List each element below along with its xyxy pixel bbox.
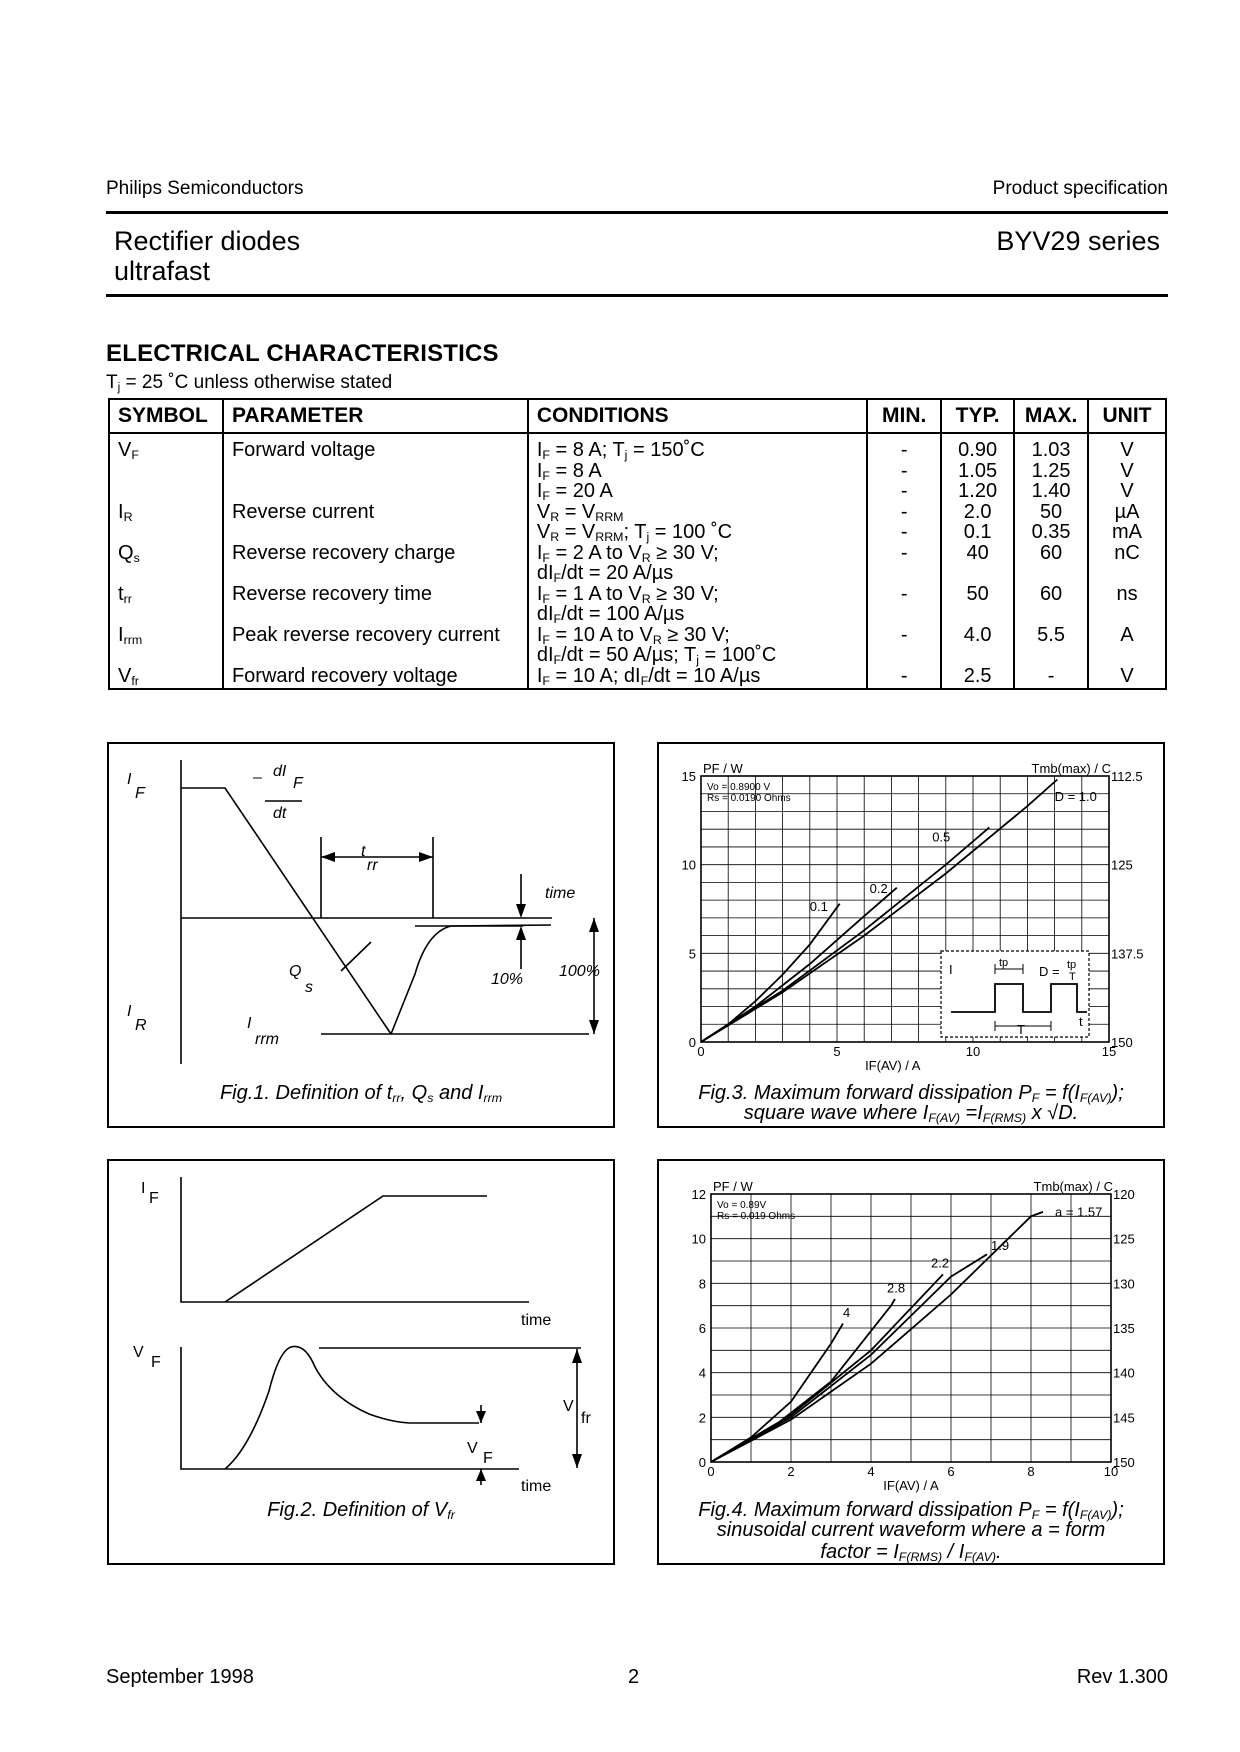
cell-max: 60 [1014, 584, 1088, 625]
fig2-box [107, 1159, 615, 1565]
fig2-if-i: I [141, 1180, 146, 1197]
fig3-inset-frac-bot: T [1069, 971, 1076, 983]
fig3-note: Rs = 0.0190 Ohms [707, 793, 791, 804]
cell-parameter: Reverse recovery time [223, 584, 528, 625]
cell-unit: V [1088, 666, 1166, 690]
footer-revision: Rev 1.300 [1076, 1666, 1168, 1688]
cell-symbol: $V_F$ [109, 433, 223, 502]
fig4-series-label: 1.9 [991, 1237, 1010, 1253]
header-rule-bottom [106, 294, 1168, 297]
fig1-didt-f: F [293, 775, 303, 792]
fig2-vf2-v: V [467, 1440, 478, 1457]
fig4-y2tick: 125 [1113, 1231, 1135, 1247]
fig3-y2tick: 150 [1111, 1035, 1133, 1050]
cell-typ: 50 [941, 584, 1014, 625]
fig1-if-f: F [135, 785, 145, 802]
fig4-ytick: 12 [691, 1187, 706, 1202]
cell-symbol: $V_{fr}$ [109, 666, 223, 690]
fig3-series-label: 0.5 [932, 829, 951, 845]
fig4-series-label: a = 1.57 [1055, 1204, 1103, 1220]
fig2-time2: time [521, 1478, 552, 1495]
fig1-caption: Fig.1. Definition of $t_{rr}$, $Q_s$ and $I_{rrm}$ [219, 1082, 503, 1105]
fig4-ytick: 8 [698, 1276, 706, 1292]
cell-min: - - - [867, 433, 941, 502]
fig3-chart [659, 744, 1163, 1126]
table-header-conditions: CONDITIONS [528, 399, 867, 433]
cell-max: 50 0.35 [1014, 502, 1088, 543]
fig3-xtick: 5 [833, 1044, 841, 1059]
table-row [109, 543, 1166, 584]
fig1-didt-di: dI [273, 763, 287, 780]
fig4-box [657, 1159, 1165, 1565]
cell-parameter: Peak reverse recovery current [223, 625, 528, 666]
cell-max: 60 [1014, 543, 1088, 584]
cell-typ: 40 [941, 543, 1014, 584]
fig4-y2tick: 120 [1113, 1187, 1135, 1202]
fig3-y2label: Tmb(max) / C [1031, 761, 1111, 776]
fig3-y2tick: 125 [1111, 857, 1133, 873]
fig3-ytick: 10 [681, 857, 696, 873]
fig2-vf-f: F [151, 1354, 161, 1371]
fig3-xtick: 10 [965, 1044, 981, 1059]
section-title: ELECTRICAL CHARACTERISTICS [106, 340, 499, 367]
fig4-ytick: 10 [691, 1231, 706, 1247]
fig1-didt-minus: – [253, 769, 262, 786]
fig4-series-2.2 [711, 1274, 943, 1462]
fig3-ytick: 15 [681, 769, 696, 784]
cell-parameter: Forward voltage [223, 433, 528, 502]
fig2-time1: time [521, 1312, 552, 1329]
fig4-caption-line3: factor = $I_{F(RMS)} / I_{F(AV)}$. [820, 1541, 1002, 1564]
fig1-if-i: I [127, 771, 132, 788]
table-row [109, 666, 1166, 690]
fig3-series-label: 0.1 [809, 898, 828, 914]
fig3-inset [941, 951, 1089, 1037]
cell-unit: ns [1088, 584, 1166, 625]
table-header-unit: UNIT [1088, 399, 1166, 433]
fig3-y2tick: 137.5 [1111, 946, 1144, 962]
fig2-if-f: F [149, 1190, 159, 1207]
fig4-series-label: 2.8 [887, 1280, 906, 1296]
fig4-note: Rs = 0.019 Ohms [717, 1211, 796, 1222]
fig4-xtick: 8 [1027, 1464, 1035, 1479]
fig4-y2tick: 145 [1113, 1410, 1135, 1426]
fig1-irrm-rrm: rrm [255, 1031, 279, 1048]
fig3-xtick: 15 [1101, 1044, 1117, 1059]
cell-symbol: $I_R$ [109, 502, 223, 543]
fig1-qs-q: Q [289, 963, 302, 980]
fig2-current-ramp [225, 1196, 487, 1302]
table-row [109, 584, 1166, 625]
cell-conditions: $I_F = 8$ A; $T_j$ = 150˚C $I_F = 8$ A $I_F = 20$ A [528, 433, 867, 502]
cell-parameter: Forward recovery voltage [223, 666, 528, 690]
fig4-xtick: 10 [1103, 1464, 1119, 1479]
fig2-voltage-curve [225, 1346, 479, 1469]
fig1-qs-leader [341, 942, 371, 971]
fig4-caption-line1: Fig.4. Maximum forward dissipation $P_F = f(I_{F(AV)})$; [698, 1499, 1124, 1522]
table-header-max: MAX. [1014, 399, 1088, 433]
fig1-trr-rr: rr [367, 857, 378, 874]
cell-unit: µA mA [1088, 502, 1166, 543]
fig3-caption-line1: Fig.3. Maximum forward dissipation $P_F = f(I_{F(AV)})$; [698, 1082, 1124, 1105]
fig3-inset-i: I [949, 962, 953, 977]
fig4-ytick: 2 [698, 1410, 706, 1426]
cell-typ: 0.90 1.05 1.20 [941, 433, 1014, 502]
fig3-inset-period: T [1017, 1022, 1025, 1037]
fig1-ir-i: I [127, 1003, 132, 1020]
table-header-min: MIN. [867, 399, 941, 433]
fig4-xtick: 4 [867, 1464, 875, 1479]
fig4-y2label: Tmb(max) / C [1033, 1179, 1113, 1194]
fig4-y2tick: 150 [1113, 1455, 1135, 1470]
fig3-ytick: 5 [688, 946, 696, 962]
fig3-xlabel: IF(AV) / A [865, 1058, 921, 1073]
cell-parameter: Reverse current [223, 502, 528, 543]
fig3-inset-tp: tp [999, 957, 1009, 969]
fig4-xtick: 6 [947, 1464, 955, 1479]
cell-typ: 2.0 0.1 [941, 502, 1014, 543]
fig4-y2tick: 140 [1113, 1365, 1135, 1381]
cell-conditions: $I_F = 10$ A to $V_R \ge 30$ V; $dI_F/dt = 50$ A/µs; $T_j$ = 100˚C [528, 625, 867, 666]
table-header-typ: TYP. [941, 399, 1014, 433]
cell-min: - [867, 543, 941, 584]
fig4-caption-line2: sinusoidal current waveform where a = form [716, 1519, 1106, 1541]
cell-symbol: $Q_s$ [109, 543, 223, 584]
table-header-parameter: PARAMETER [223, 399, 528, 433]
cell-conditions: $I_F = 1$ A to $V_R \ge 30$ V; $dI_F/dt = 100$ A/µs [528, 584, 867, 625]
doc-title-line2: ultrafast [114, 256, 211, 286]
fig3-y2tick: 112.5 [1111, 769, 1143, 784]
fig4-ylabel: PF / W [713, 1179, 753, 1194]
cell-max: 1.03 1.25 1.40 [1014, 433, 1088, 502]
fig4-xtick: 0 [707, 1464, 715, 1479]
document-type: Product specification [992, 178, 1168, 199]
fig4-ytick: 6 [698, 1321, 706, 1336]
fig2-vf2-f: F [483, 1450, 493, 1467]
fig3-ylabel: PF / W [703, 761, 743, 776]
cell-conditions: $I_F = 10$ A; $dI_F/dt = 10$ A/µs [528, 666, 867, 690]
fig3-series-0.2 [701, 888, 897, 1042]
fig2-vfr-fr: fr [581, 1410, 591, 1427]
fig3-ytick: 0 [688, 1035, 696, 1050]
company-name: Philips Semiconductors [106, 178, 304, 199]
table-row [109, 433, 1166, 502]
fig3-series-0.1 [701, 904, 840, 1042]
fig1-trr-t: t [361, 843, 366, 860]
table-header-row [109, 399, 1166, 433]
fig4-y2tick: 130 [1113, 1276, 1135, 1292]
doc-title-line1: Rectifier diodes [114, 226, 301, 256]
cell-min: - [867, 666, 941, 690]
cell-typ: 2.5 [941, 666, 1014, 690]
fig4-ytick: 0 [698, 1455, 706, 1470]
fig1-10pct: 10% [491, 971, 524, 988]
fig4-xtick: 2 [787, 1464, 795, 1479]
header-rule-top [106, 211, 1168, 214]
fig1-didt-dt: dt [273, 805, 287, 822]
fig1-box [107, 742, 615, 1128]
cell-conditions: $V_R = V_{RRM}$ $V_R = V_{RRM}$; $T_j = 100$ ˚C [528, 502, 867, 543]
fig3-note: Vo = 0.8900 V [707, 782, 771, 793]
fig3-inset-d: D = [1039, 964, 1060, 979]
cell-symbol: $I_{rrm}$ [109, 625, 223, 666]
fig1-current-fall [181, 788, 391, 1034]
fig3-inset-frac-top: tp [1067, 959, 1077, 971]
fig2-vfr-v: V [563, 1398, 574, 1415]
fig1-100pct: 100% [559, 963, 600, 980]
table-row [109, 502, 1166, 543]
cell-min: - [867, 584, 941, 625]
fig2-caption: Fig.2. Definition of $V_{fr}$ [267, 1499, 455, 1522]
fig4-series-label: 2.2 [931, 1255, 950, 1271]
fig4-note: Vo = 0.89V [717, 1200, 767, 1211]
cell-parameter: Reverse recovery charge [223, 543, 528, 584]
fig1-qs-s: s [305, 979, 313, 996]
cell-symbol: $t_{rr}$ [109, 584, 223, 625]
cell-max: 5.5 [1014, 625, 1088, 666]
cell-min: - [867, 625, 941, 666]
cell-unit: V V V [1088, 433, 1166, 502]
fig4-y2tick: 135 [1113, 1321, 1135, 1336]
footer-date: September 1998 [106, 1666, 254, 1688]
fig3-xtick: 0 [697, 1044, 705, 1059]
fig3-inset-t: t [1079, 1014, 1083, 1029]
fig3-series-label: 0.2 [869, 881, 888, 897]
cell-typ: 4.0 [941, 625, 1014, 666]
cell-unit: nC [1088, 543, 1166, 584]
section-condition: $T_j = 25$ ˚C unless otherwise stated [106, 372, 393, 394]
cell-conditions: $I_F = 2$ A to $V_R \ge 30$ V; $dI_F/dt = 20$ A/µs [528, 543, 867, 584]
fig1-diagram [109, 744, 613, 1126]
fig1-irrm-i: I [247, 1015, 252, 1032]
cell-min: - - [867, 502, 941, 543]
cell-max: - [1014, 666, 1088, 690]
fig3-box [657, 742, 1165, 1128]
table-row [109, 625, 1166, 666]
fig4-series-label: 4 [843, 1304, 851, 1320]
fig1-time: time [545, 885, 576, 902]
cell-unit: A [1088, 625, 1166, 666]
fig1-recovery-curve [391, 925, 551, 1034]
fig4-ytick: 4 [698, 1365, 706, 1381]
series-name: BYV29 series [996, 226, 1160, 256]
fig3-caption-line2: square wave where $I_{F(AV)} =I_{F(RMS)}$ x √D. [743, 1102, 1079, 1125]
fig4-series-2.8 [711, 1299, 895, 1462]
fig2-vf-v: V [133, 1344, 144, 1361]
table-header-symbol: SYMBOL [109, 399, 223, 433]
fig3-series-label: D = 1.0 [1054, 788, 1097, 804]
footer-page-number: 2 [628, 1666, 640, 1688]
electrical-characteristics-table [108, 398, 1167, 690]
fig4-xlabel: IF(AV) / A [883, 1478, 939, 1493]
fig1-ir-r: R [135, 1017, 147, 1034]
